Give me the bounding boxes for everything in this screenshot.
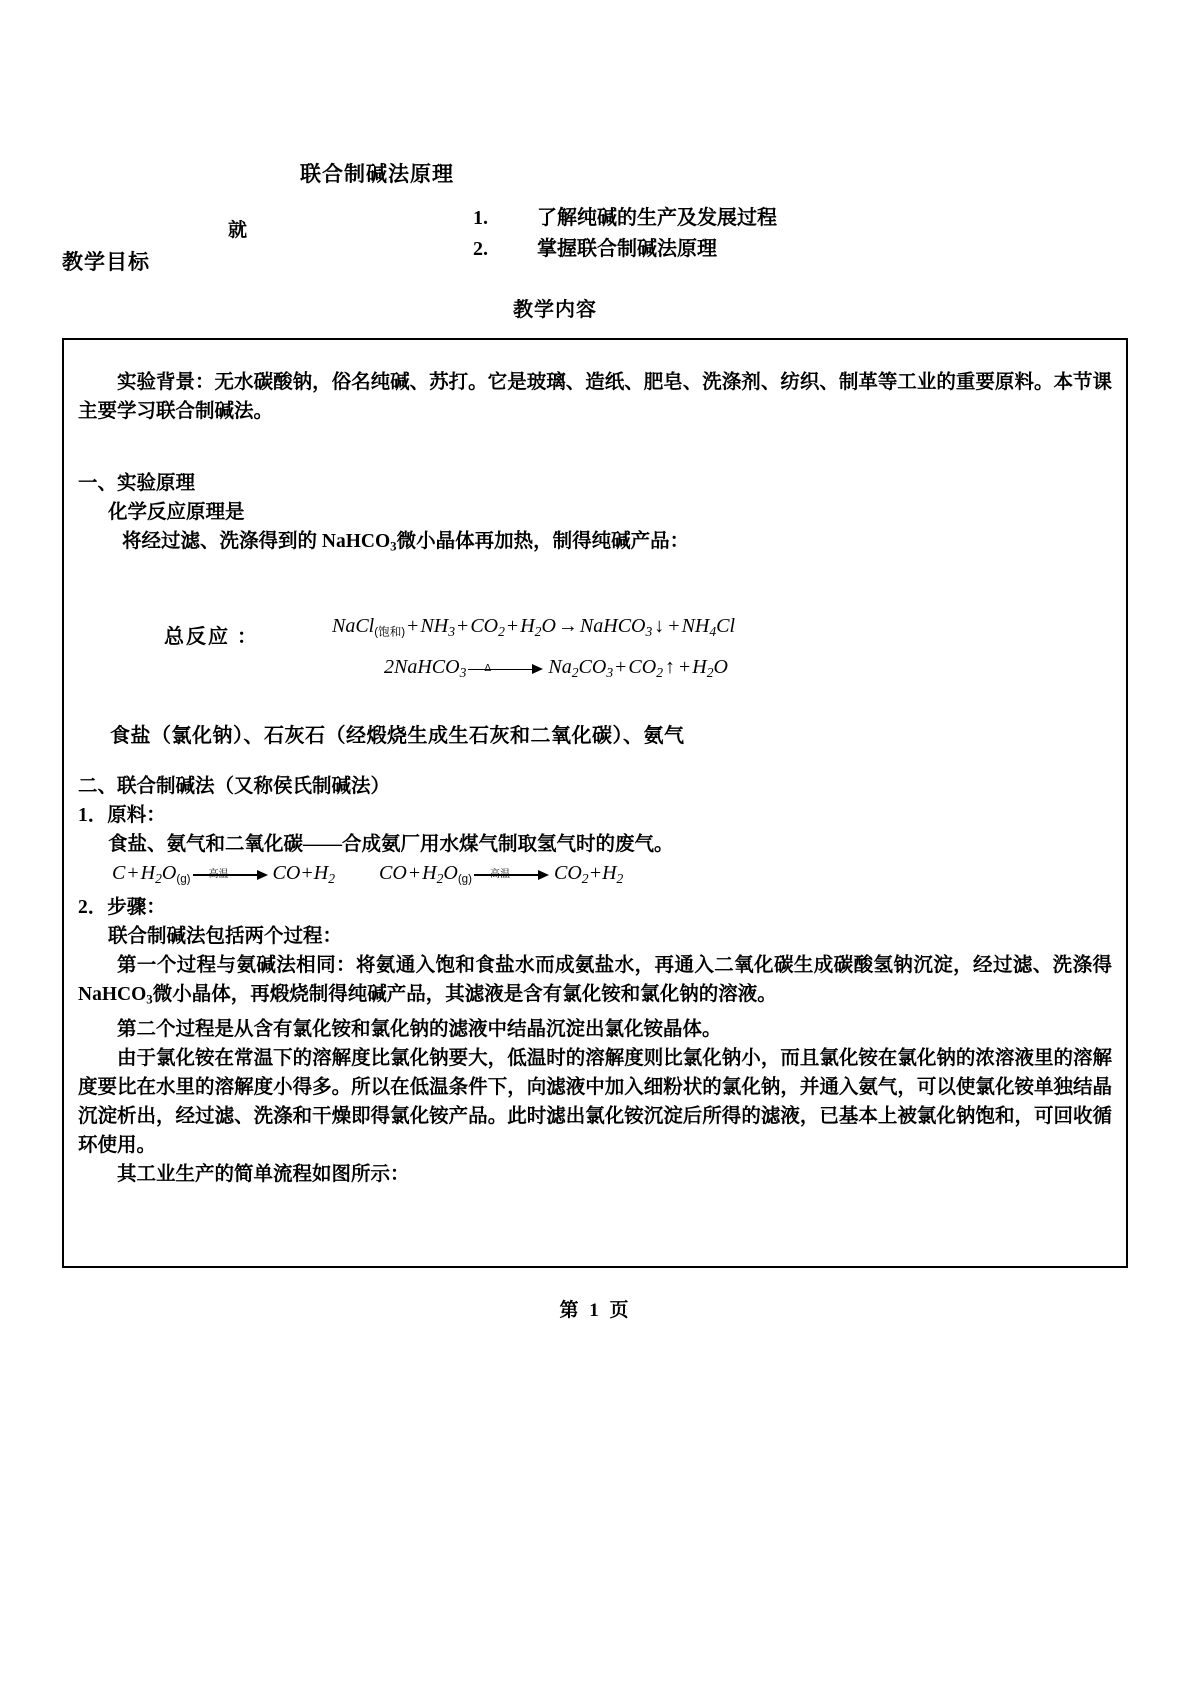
eq4-reactant-co: CO	[379, 861, 407, 884]
eq1-nahco3-sub: 3	[645, 624, 653, 640]
section-2-title: 二、联合制碱法（又称侯氏制碱法）	[78, 775, 391, 797]
reaction-arrow-label: 高温	[489, 868, 510, 880]
reaction-arrow-icon	[193, 864, 271, 884]
eq2-nahco3-sub: 3	[459, 665, 467, 681]
eq4-plus: +	[408, 861, 421, 884]
eq3-plus: +	[127, 861, 139, 884]
eq4-h2-sub-2: 2	[616, 870, 624, 886]
eq2-product-o: O	[713, 656, 728, 678]
eq1-co2-sub: 2	[498, 624, 505, 640]
paragraph-first-process	[78, 951, 1112, 1015]
eq4-reactant-o: O	[443, 861, 458, 884]
eq2-na-sub: 2	[571, 665, 579, 681]
eq1-nh4-sub: 4	[709, 624, 717, 640]
eq4-product-co: CO	[553, 861, 582, 884]
paragraph-first-process-sub: 3	[146, 992, 153, 1007]
eq2-plus-1: +	[615, 656, 627, 678]
eq3-reactant-h: H	[140, 861, 156, 884]
eq3-state-gas: (g)	[176, 872, 191, 886]
content-box	[62, 338, 1128, 1268]
raw-material-summary-line: 食盐（氯化钠）、石灰石（经煅烧生成生石灰和二氧化碳）、氨气	[110, 725, 685, 747]
eq1-nh3-sub: 3	[448, 624, 456, 640]
eq1-plus-4: +	[668, 615, 680, 637]
eq3-reactant-c: C	[112, 861, 126, 884]
document-header	[0, 0, 1191, 186]
paragraph-flow-diagram-intro: 其工业生产的简单流程如图所示：	[117, 1163, 410, 1185]
eq1-h2o-sub: 2	[534, 624, 542, 640]
eq2-co2-sub: 2	[656, 665, 663, 681]
equation-decomposition	[384, 653, 728, 687]
paragraph-second-process: 第二个过程是从含有氯化铵和氯化钠的滤液中结晶沉淀出氯化铵晶体。	[117, 1018, 722, 1040]
list-item-label: 掌握联合制碱法原理	[537, 238, 717, 260]
eq1-yields-arrow: →	[557, 615, 578, 637]
eq2-h2o-sub: 2	[706, 665, 714, 681]
page-title: 联合制碱法原理	[300, 162, 454, 186]
teaching-goal-stray-char: 就	[228, 220, 248, 241]
section-1-line-2-b: 微小晶体再加热，制得纯碱产品：	[396, 531, 690, 552]
eq4-product-h: +H	[588, 861, 617, 884]
eq3-product: CO+H	[272, 861, 329, 884]
eq1-nacl-state: (饱和)	[374, 625, 406, 639]
paragraph-first-process-a: 第一个过程与氨碱法相同：将氨通入饱和食盐水而成氨盐水，再通入二氧化碳生成碳酸氢钠沉淀，经过滤、洗涤得 NaHCO	[78, 955, 1112, 1006]
eq4-co2-sub: 2	[581, 870, 589, 886]
teaching-goal-label: 教学目标	[62, 250, 150, 274]
eq2-co3-sub: 3	[606, 665, 614, 681]
list-item-label: 了解纯碱的生产及发展过程	[537, 207, 777, 229]
eq1-reactant-co2: CO	[470, 615, 499, 637]
eq1-plus-1: +	[407, 615, 419, 637]
eq4-h2-sub: 2	[436, 870, 444, 886]
eq3-reactant-o: O	[161, 861, 177, 884]
teaching-content-heading: 教学内容	[513, 299, 597, 321]
page-footer: 第 1 页	[559, 1300, 632, 1321]
reaction-arrow-label: Δ	[484, 662, 492, 674]
item-2-title: 2．步骤：	[78, 897, 166, 919]
section-1-line-1: 化学反应原理是	[108, 502, 245, 523]
reaction-arrow-icon	[468, 658, 546, 678]
spacer	[78, 426, 1112, 455]
equation-water-gas-row	[78, 859, 1112, 893]
section-1-line-2	[78, 527, 1112, 562]
list-item-number: 2.	[473, 238, 488, 260]
eq1-plus-2: +	[457, 615, 469, 637]
reaction-arrow-label: 高温	[208, 868, 229, 880]
section-1-title: 一、实验原理	[78, 473, 196, 494]
reaction-arrow-icon	[474, 864, 552, 884]
list-item-number: 1.	[473, 207, 488, 229]
paragraph-solubility: 由于氯化铵在常温下的溶解度比氯化钠要大，低温时的溶解度则比氯化钠小，而且氯化铵在氯化钠的浓溶液里的溶解度要比在水里的溶解度小得多。所以在低温条件下，向滤液中加入细粉状的氯化钠，并通入氨气，可以使氯化铵单独结晶沉淀析出，经过滤、洗涤和干燥即得氯化铵产品。此时滤出氯化铵沉淀后所得的滤液，已基本上被氯化钠饱和，可回收循环使用。	[78, 1047, 1112, 1156]
list-item	[473, 234, 777, 265]
teaching-goal-list	[473, 203, 777, 265]
paragraph-first-process-b: 微小晶体，再煅烧制得纯碱产品，其滤液是含有氯化铵和氯化钠的溶液。	[152, 984, 777, 1006]
item-1-text: 食盐、氨气和二氧化碳——合成氨厂用水煤气制取氢气时的废气。	[108, 833, 674, 855]
eq1-plus-3: +	[506, 615, 519, 637]
eq1-reactant-nh3: NH	[420, 615, 449, 637]
item-2-line-1: 联合制碱法包括两个过程：	[108, 926, 343, 948]
eq2-product-h: H	[692, 656, 707, 678]
eq1-reactant-o: O	[541, 615, 556, 637]
eq2-product-na: Na	[548, 656, 572, 678]
eq4-reactant-h: H	[422, 861, 437, 884]
eq1-reactant-nacl: NaCl	[332, 615, 375, 637]
eq3-h2-sub: 2	[155, 870, 162, 886]
eq2-reactant-nahco3: NaHCO	[394, 656, 460, 678]
eq1-product-cl: Cl	[716, 615, 736, 637]
eq2-product-co2: CO	[628, 656, 657, 678]
eq1-reactant-h: H	[520, 615, 535, 637]
eq1-product-nh4cl: NH	[681, 615, 710, 637]
section-1-line-2-a: 将经过滤、洗涤得到的 NaHCO	[122, 531, 391, 552]
eq2-plus-2: +	[678, 656, 691, 678]
equation-overall	[332, 612, 735, 646]
spacer	[78, 455, 1112, 469]
eq4-state-gas: (g)	[457, 872, 472, 886]
gas-up-arrow-icon: ↑	[664, 656, 675, 678]
section-1-line-2-sub: 3	[390, 539, 397, 554]
eq3-product-sub: 2	[328, 870, 336, 886]
eq1-product-nahco3: NaHCO	[579, 615, 646, 637]
list-item	[473, 203, 777, 234]
precipitate-down-arrow-icon: ↓	[654, 615, 665, 637]
item-1-title: 1．原料：	[78, 804, 166, 826]
eq2-coefficient: 2	[384, 656, 394, 678]
total-reaction-label: 总反应 ：	[164, 626, 259, 648]
background-paragraph: 实验背景：无水碳酸钠，俗名纯碱、苏打。它是玻璃、造纸、肥皂、洗涤剂、纺织、制革等工业的重要原料。本节课主要学习联合制碱法。	[78, 372, 1112, 422]
eq2-product-co: CO	[578, 656, 607, 678]
